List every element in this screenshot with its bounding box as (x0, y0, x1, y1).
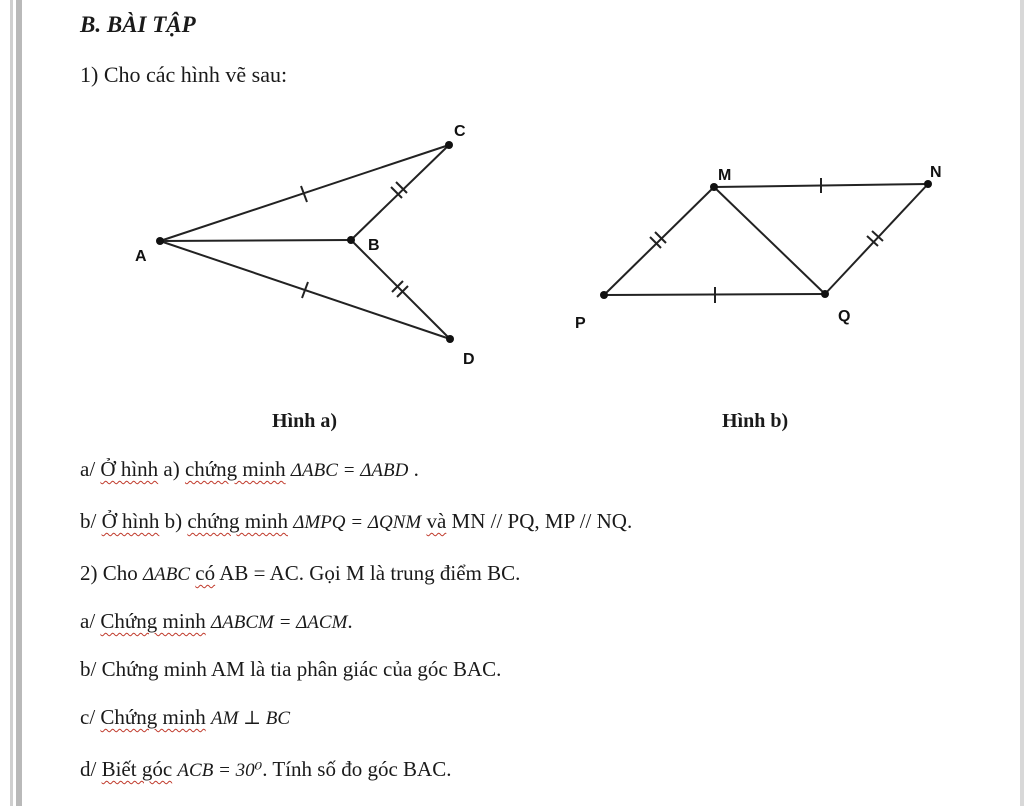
text: 2) Cho (80, 561, 143, 585)
segment-MP (604, 187, 714, 295)
label-C: C (454, 123, 466, 140)
math-expression: ΔABC (143, 564, 191, 585)
point-N (924, 180, 932, 188)
underlined-word: Chứng minh (100, 609, 206, 633)
point-M (710, 183, 718, 191)
point-A (156, 237, 164, 245)
question-1-intro: 1) Cho các hình vẽ sau: (80, 62, 288, 87)
text: AB = AC. Gọi M là trung điểm BC. (215, 561, 521, 585)
exercise-2c (80, 705, 290, 730)
point-D (446, 335, 454, 343)
point-P (600, 291, 608, 299)
underlined-word: và (426, 509, 447, 533)
underlined-word: chứng minh (184, 457, 286, 481)
caption-figure-b: Hình b) (722, 410, 789, 432)
label-M: M (718, 167, 732, 184)
tick-MP-2 (655, 232, 666, 243)
text: . (347, 609, 353, 633)
label-Q: Q (838, 308, 851, 325)
exercise-2 (80, 561, 520, 586)
section-heading: B. BÀI TẬP (80, 12, 196, 37)
underlined-word: có (195, 561, 216, 585)
text: d/ (80, 757, 102, 781)
text: a) (158, 457, 185, 481)
label-N: N (930, 164, 942, 181)
caption-figure-a: Hình a) (272, 410, 338, 432)
segment-MQ (714, 187, 825, 294)
text: a/ (80, 609, 101, 633)
exercise-1b (80, 509, 632, 534)
exercise-2a (80, 609, 353, 634)
math-expression: ACB = 30⁰ (177, 760, 263, 781)
label-D: D (463, 351, 475, 368)
underlined-word: Chứng minh (100, 705, 206, 729)
segment-BD (351, 240, 450, 339)
label-P: P (575, 315, 586, 332)
exercise-2b: b/ Chứng minh AM là tia phân giác của góc BAC. (80, 657, 502, 681)
label-A: A (135, 248, 147, 265)
text: c/ (80, 705, 101, 729)
segment-AB (160, 240, 351, 241)
math-expression: AM ⊥ BC (210, 708, 291, 729)
tick-MP-1 (650, 237, 661, 248)
underlined-word: Ở hình (100, 457, 159, 481)
point-Q (821, 290, 829, 298)
text: MN // PQ, MP // NQ. (446, 509, 633, 533)
math-expression: ΔABCM = ΔACM (210, 612, 348, 633)
point-C (445, 141, 453, 149)
figure-a (135, 123, 475, 368)
text: . (408, 457, 419, 481)
underlined-word: Biết góc (101, 757, 173, 781)
point-B (347, 236, 355, 244)
underlined-word: chứng minh (187, 509, 288, 533)
exercise-2d (80, 757, 451, 782)
segment-NQ (825, 184, 928, 294)
underlined-word: Ở hình (101, 509, 160, 533)
text: b/ (80, 509, 102, 533)
figure-b (575, 164, 942, 332)
text: a/ (80, 457, 101, 481)
segment-BC (351, 145, 449, 240)
math-expression: ΔABC = ΔABD (290, 460, 409, 481)
text: . Tính số đo góc BAC. (262, 757, 452, 781)
text: b) (159, 509, 188, 533)
math-expression: ΔMPQ = ΔQNM (293, 512, 422, 533)
label-B: B (368, 237, 380, 254)
exercise-1a (80, 457, 419, 482)
